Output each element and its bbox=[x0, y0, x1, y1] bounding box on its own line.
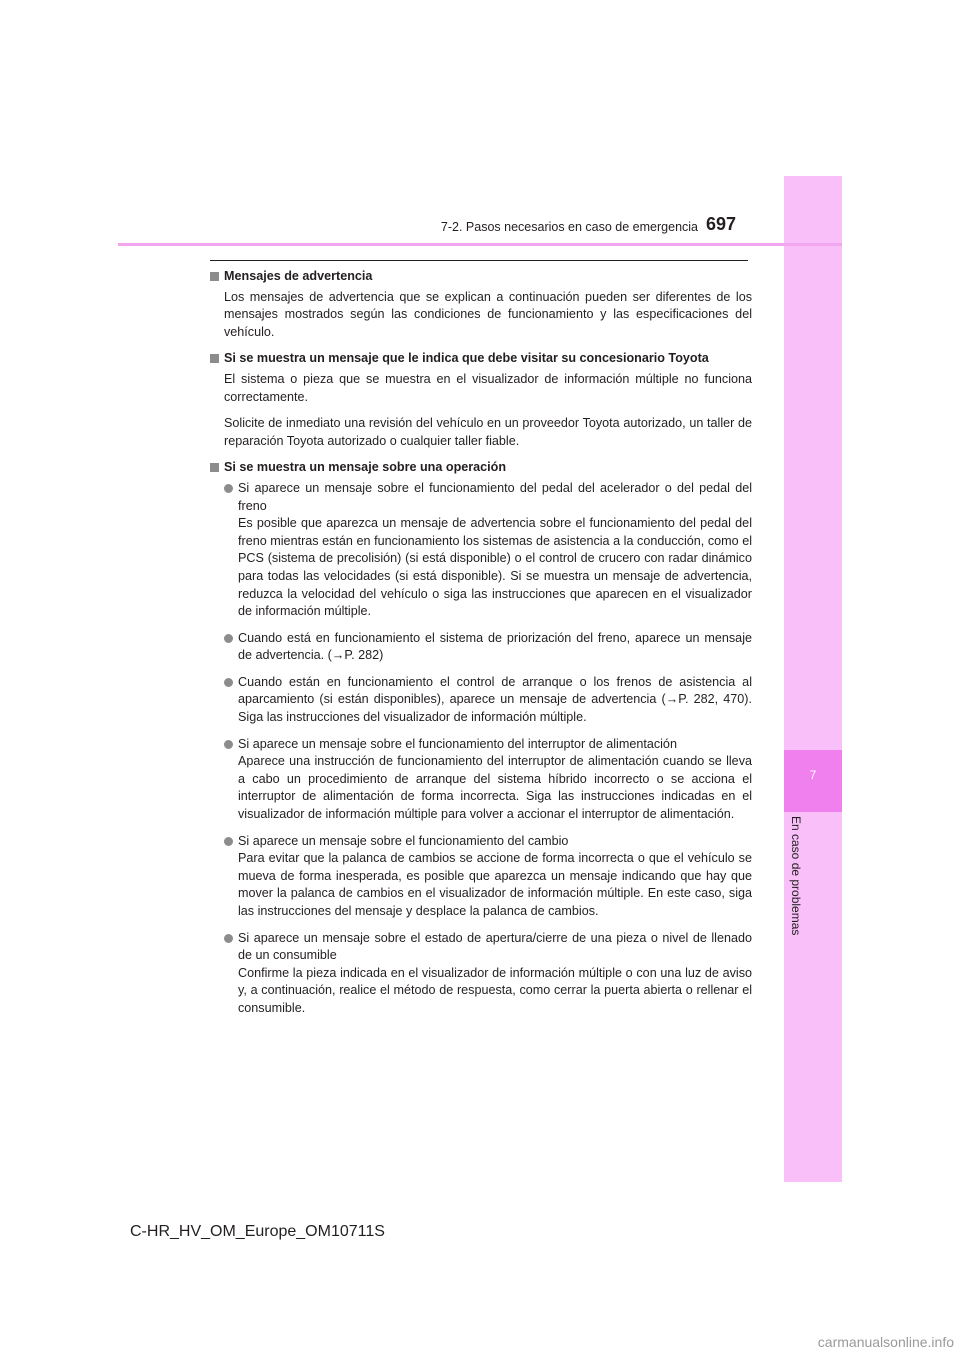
bullet-text: Es posible que aparezca un mensaje de advertencia sobre el funcionamiento del pedal del freno mientras están en funcionamiento los sistemas de asistencia a la conducción, como el PCS (sistema de precolisión) (si está disponible) o el control de crucero con radar dinámico para todas las velocidades (si está disponible). Si se muestra un mensaje de advertencia, reduzca la velocidad del vehículo o siga las instrucciones que aparecen en el visualizador de información múltiple. bbox=[238, 516, 752, 619]
bullet-lead: Si aparece un mensaje sobre el funcionamiento del cambio bbox=[238, 833, 569, 848]
round-bullet-icon bbox=[224, 678, 233, 687]
bullet-text: Para evitar que la palanca de cambios se accione de forma incorrecta o que el vehículo se mueva de forma inesperada, es posible que aparezca un mensaje indicando que hay que mover la palanca de cambios en el visualizador de información múltiple. En este caso, siga las instrucciones del mensaje y desplace la palanca de cambios. bbox=[238, 851, 752, 918]
round-bullet-icon bbox=[224, 934, 233, 943]
square-bullet-icon bbox=[210, 463, 219, 472]
watermark[interactable]: carmanualsonline.info bbox=[817, 1334, 954, 1350]
section-header: 7-2. Pasos necesarios en caso de emergencia bbox=[440, 220, 698, 234]
round-bullet-icon bbox=[224, 740, 233, 749]
content-divider bbox=[210, 260, 748, 261]
list-item bbox=[210, 930, 752, 1018]
square-bullet-icon bbox=[210, 272, 219, 281]
section-title: Si se muestra un mensaje que le indica que debe visitar su concesionario Toyota bbox=[224, 351, 709, 366]
list-item bbox=[210, 736, 752, 824]
chapter-number: 7 bbox=[809, 768, 817, 782]
bullet-text: Confirme la pieza indicada en el visualizador de información múltiple o con una luz de aviso y, a continuación, realice el método de respuesta, como cerrar la puerta abierta o rellenar el consumible. bbox=[238, 965, 752, 1015]
section-title: Mensajes de advertencia bbox=[224, 269, 373, 283]
section-paragraph: Los mensajes de advertencia que se explican a continuación pueden ser diferentes de los mensajes mostrados según las condiciones de funcionamiento y las especificaciones del vehículo. bbox=[224, 289, 752, 339]
section-heading bbox=[210, 268, 752, 286]
round-bullet-icon bbox=[224, 484, 233, 493]
list-item bbox=[210, 833, 752, 921]
bullet-lead: Si aparece un mensaje sobre el funcionamiento del interruptor de alimentación bbox=[238, 736, 677, 751]
chapter-title: En caso de problemas bbox=[789, 816, 803, 936]
document-id: C-HR_HV_OM_Europe_OM10711S bbox=[130, 1223, 385, 1240]
square-bullet-icon bbox=[210, 354, 219, 363]
bullet-text: Cuando está en funcionamiento el sistema de priorización del freno, aparece un mensaje de advertencia. (→P. 282) bbox=[238, 630, 752, 663]
round-bullet-icon bbox=[224, 634, 233, 643]
list-item bbox=[210, 480, 752, 621]
page-number: 697 bbox=[706, 214, 737, 234]
section-title: Si se muestra un mensaje sobre una operación bbox=[224, 460, 507, 475]
round-bullet-icon bbox=[224, 837, 233, 846]
section-paragraph: Solicite de inmediato una revisión del vehículo en un proveedor Toyota autorizado, un taller de reparación Toyota autorizado o cualquier taller fiable. bbox=[224, 416, 752, 448]
chapter-side-tab bbox=[784, 176, 842, 1182]
header-divider bbox=[118, 243, 842, 246]
bullet-lead: Si aparece un mensaje sobre el estado de apertura/cierre de una pieza o nivel de llenado de un consumible bbox=[238, 930, 752, 963]
bullet-text: Cuando están en funcionamiento el control de arranque o los frenos de asistencia al aparcamiento (si están disponibles), aparece un mensaje de advertencia (→P. 282, 470). Siga las instrucciones del visualizador de información múltiple. bbox=[238, 674, 752, 725]
bullet-lead: Si aparece un mensaje sobre el funcionamiento del pedal del acelerador o del pedal del freno bbox=[238, 480, 752, 513]
list-item bbox=[210, 674, 752, 727]
section-paragraph: El sistema o pieza que se muestra en el visualizador de información múltiple no funciona correctamente. bbox=[224, 371, 752, 404]
list-item bbox=[210, 630, 752, 665]
bullet-text: Aparece una instrucción de funcionamiento del interruptor de alimentación cuando se lleva a cabo un procedimiento de arranque del sistema híbrido incorrecto o se acciona el interruptor de alimentación de forma incorrecta. Siga las instrucciones indicadas en el visualizador de información múltiple para volver a accionar el interruptor de alimentación. bbox=[238, 754, 752, 822]
section-heading bbox=[210, 459, 752, 477]
page-content bbox=[210, 268, 752, 1027]
section-heading bbox=[210, 350, 752, 368]
